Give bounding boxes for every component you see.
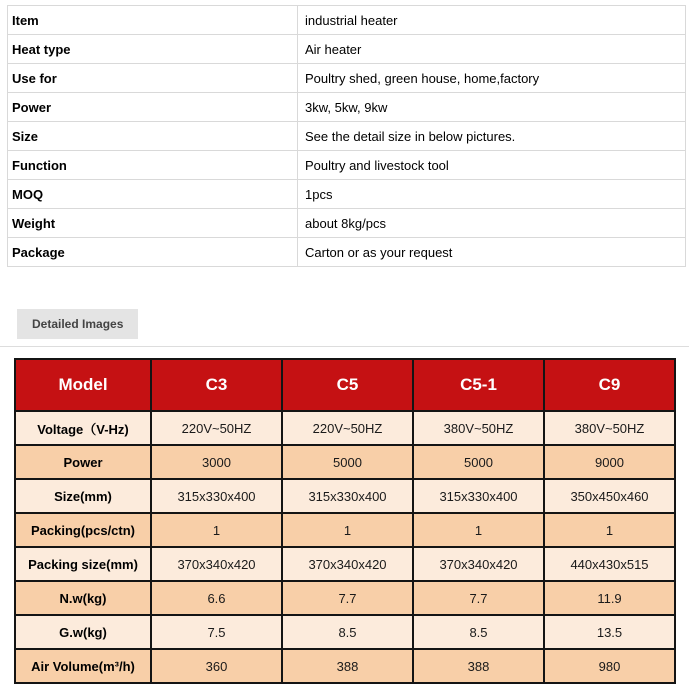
cell-value: 220V~50HZ: [151, 411, 282, 445]
tab-detailed-images[interactable]: Detailed Images: [17, 309, 138, 339]
spec-value: industrial heater: [298, 6, 686, 35]
table-row-air-volume: [15, 649, 675, 683]
spec-value: 1pcs: [298, 180, 686, 209]
cell-value: 1: [282, 513, 413, 547]
spec-label: Weight: [8, 209, 298, 238]
header-cell-c3: C3: [151, 359, 282, 411]
cell-value: 388: [413, 649, 544, 683]
cell-value: 7.7: [282, 581, 413, 615]
cell-value: 370x340x420: [413, 547, 544, 581]
table-row-net-weight: [15, 581, 675, 615]
row-label: Packing(pcs/ctn): [15, 513, 151, 547]
cell-value: 370x340x420: [151, 547, 282, 581]
spec-label: Item: [8, 6, 298, 35]
spec-label: Heat type: [8, 35, 298, 64]
spec-label: Size: [8, 122, 298, 151]
spec-value: about 8kg/pcs: [298, 209, 686, 238]
cell-value: 380V~50HZ: [413, 411, 544, 445]
spec-value: Poultry shed, green house, home,factory: [298, 64, 686, 93]
cell-value: 8.5: [413, 615, 544, 649]
cell-value: 3000: [151, 445, 282, 479]
spec-label: MOQ: [8, 180, 298, 209]
cell-value: 7.7: [413, 581, 544, 615]
cell-value: 370x340x420: [282, 547, 413, 581]
model-detail-table: [14, 358, 676, 684]
tab-bar: [0, 309, 689, 347]
cell-value: 6.6: [151, 581, 282, 615]
spec-value: 3kw, 5kw, 9kw: [298, 93, 686, 122]
spec-row: [8, 151, 686, 180]
cell-value: 1: [151, 513, 282, 547]
table-row-size: [15, 479, 675, 513]
spec-row: [8, 93, 686, 122]
product-spec-table: [7, 5, 686, 267]
spec-row: [8, 35, 686, 64]
cell-value: 350x450x460: [544, 479, 675, 513]
cell-value: 388: [282, 649, 413, 683]
cell-value: 220V~50HZ: [282, 411, 413, 445]
spec-label: Function: [8, 151, 298, 180]
cell-value: 440x430x515: [544, 547, 675, 581]
row-label: G.w(kg): [15, 615, 151, 649]
cell-value: 5000: [413, 445, 544, 479]
header-cell-c9: C9: [544, 359, 675, 411]
cell-value: 315x330x400: [413, 479, 544, 513]
spec-label: Power: [8, 93, 298, 122]
row-label: N.w(kg): [15, 581, 151, 615]
row-label: Air Volume(m³/h): [15, 649, 151, 683]
row-label: Packing size(mm): [15, 547, 151, 581]
spec-value: See the detail size in below pictures.: [298, 122, 686, 151]
row-label: Size(mm): [15, 479, 151, 513]
spec-label: Package: [8, 238, 298, 267]
cell-value: 380V~50HZ: [544, 411, 675, 445]
spec-row: [8, 238, 686, 267]
cell-value: 8.5: [282, 615, 413, 649]
cell-value: 1: [413, 513, 544, 547]
table-row-voltage: [15, 411, 675, 445]
table-row-power: [15, 445, 675, 479]
table-row-packing-size: [15, 547, 675, 581]
cell-value: 315x330x400: [282, 479, 413, 513]
spec-value: Carton or as your request: [298, 238, 686, 267]
cell-value: 9000: [544, 445, 675, 479]
table-row-gross-weight: [15, 615, 675, 649]
spec-row: [8, 122, 686, 151]
row-label: Power: [15, 445, 151, 479]
row-label: Voltage（V-Hz): [15, 411, 151, 445]
spec-row: [8, 64, 686, 93]
header-cell-c5-1: C5-1: [413, 359, 544, 411]
spec-row: [8, 209, 686, 238]
spec-value: Poultry and livestock tool: [298, 151, 686, 180]
cell-value: 980: [544, 649, 675, 683]
cell-value: 7.5: [151, 615, 282, 649]
table-row-packing: [15, 513, 675, 547]
cell-value: 1: [544, 513, 675, 547]
spec-label: Use for: [8, 64, 298, 93]
header-cell-model: Model: [15, 359, 151, 411]
model-header-row: [15, 359, 675, 411]
spec-row: [8, 180, 686, 209]
cell-value: 360: [151, 649, 282, 683]
cell-value: 11.9: [544, 581, 675, 615]
spec-row: [8, 6, 686, 35]
spec-value: Air heater: [298, 35, 686, 64]
cell-value: 315x330x400: [151, 479, 282, 513]
cell-value: 5000: [282, 445, 413, 479]
cell-value: 13.5: [544, 615, 675, 649]
header-cell-c5: C5: [282, 359, 413, 411]
